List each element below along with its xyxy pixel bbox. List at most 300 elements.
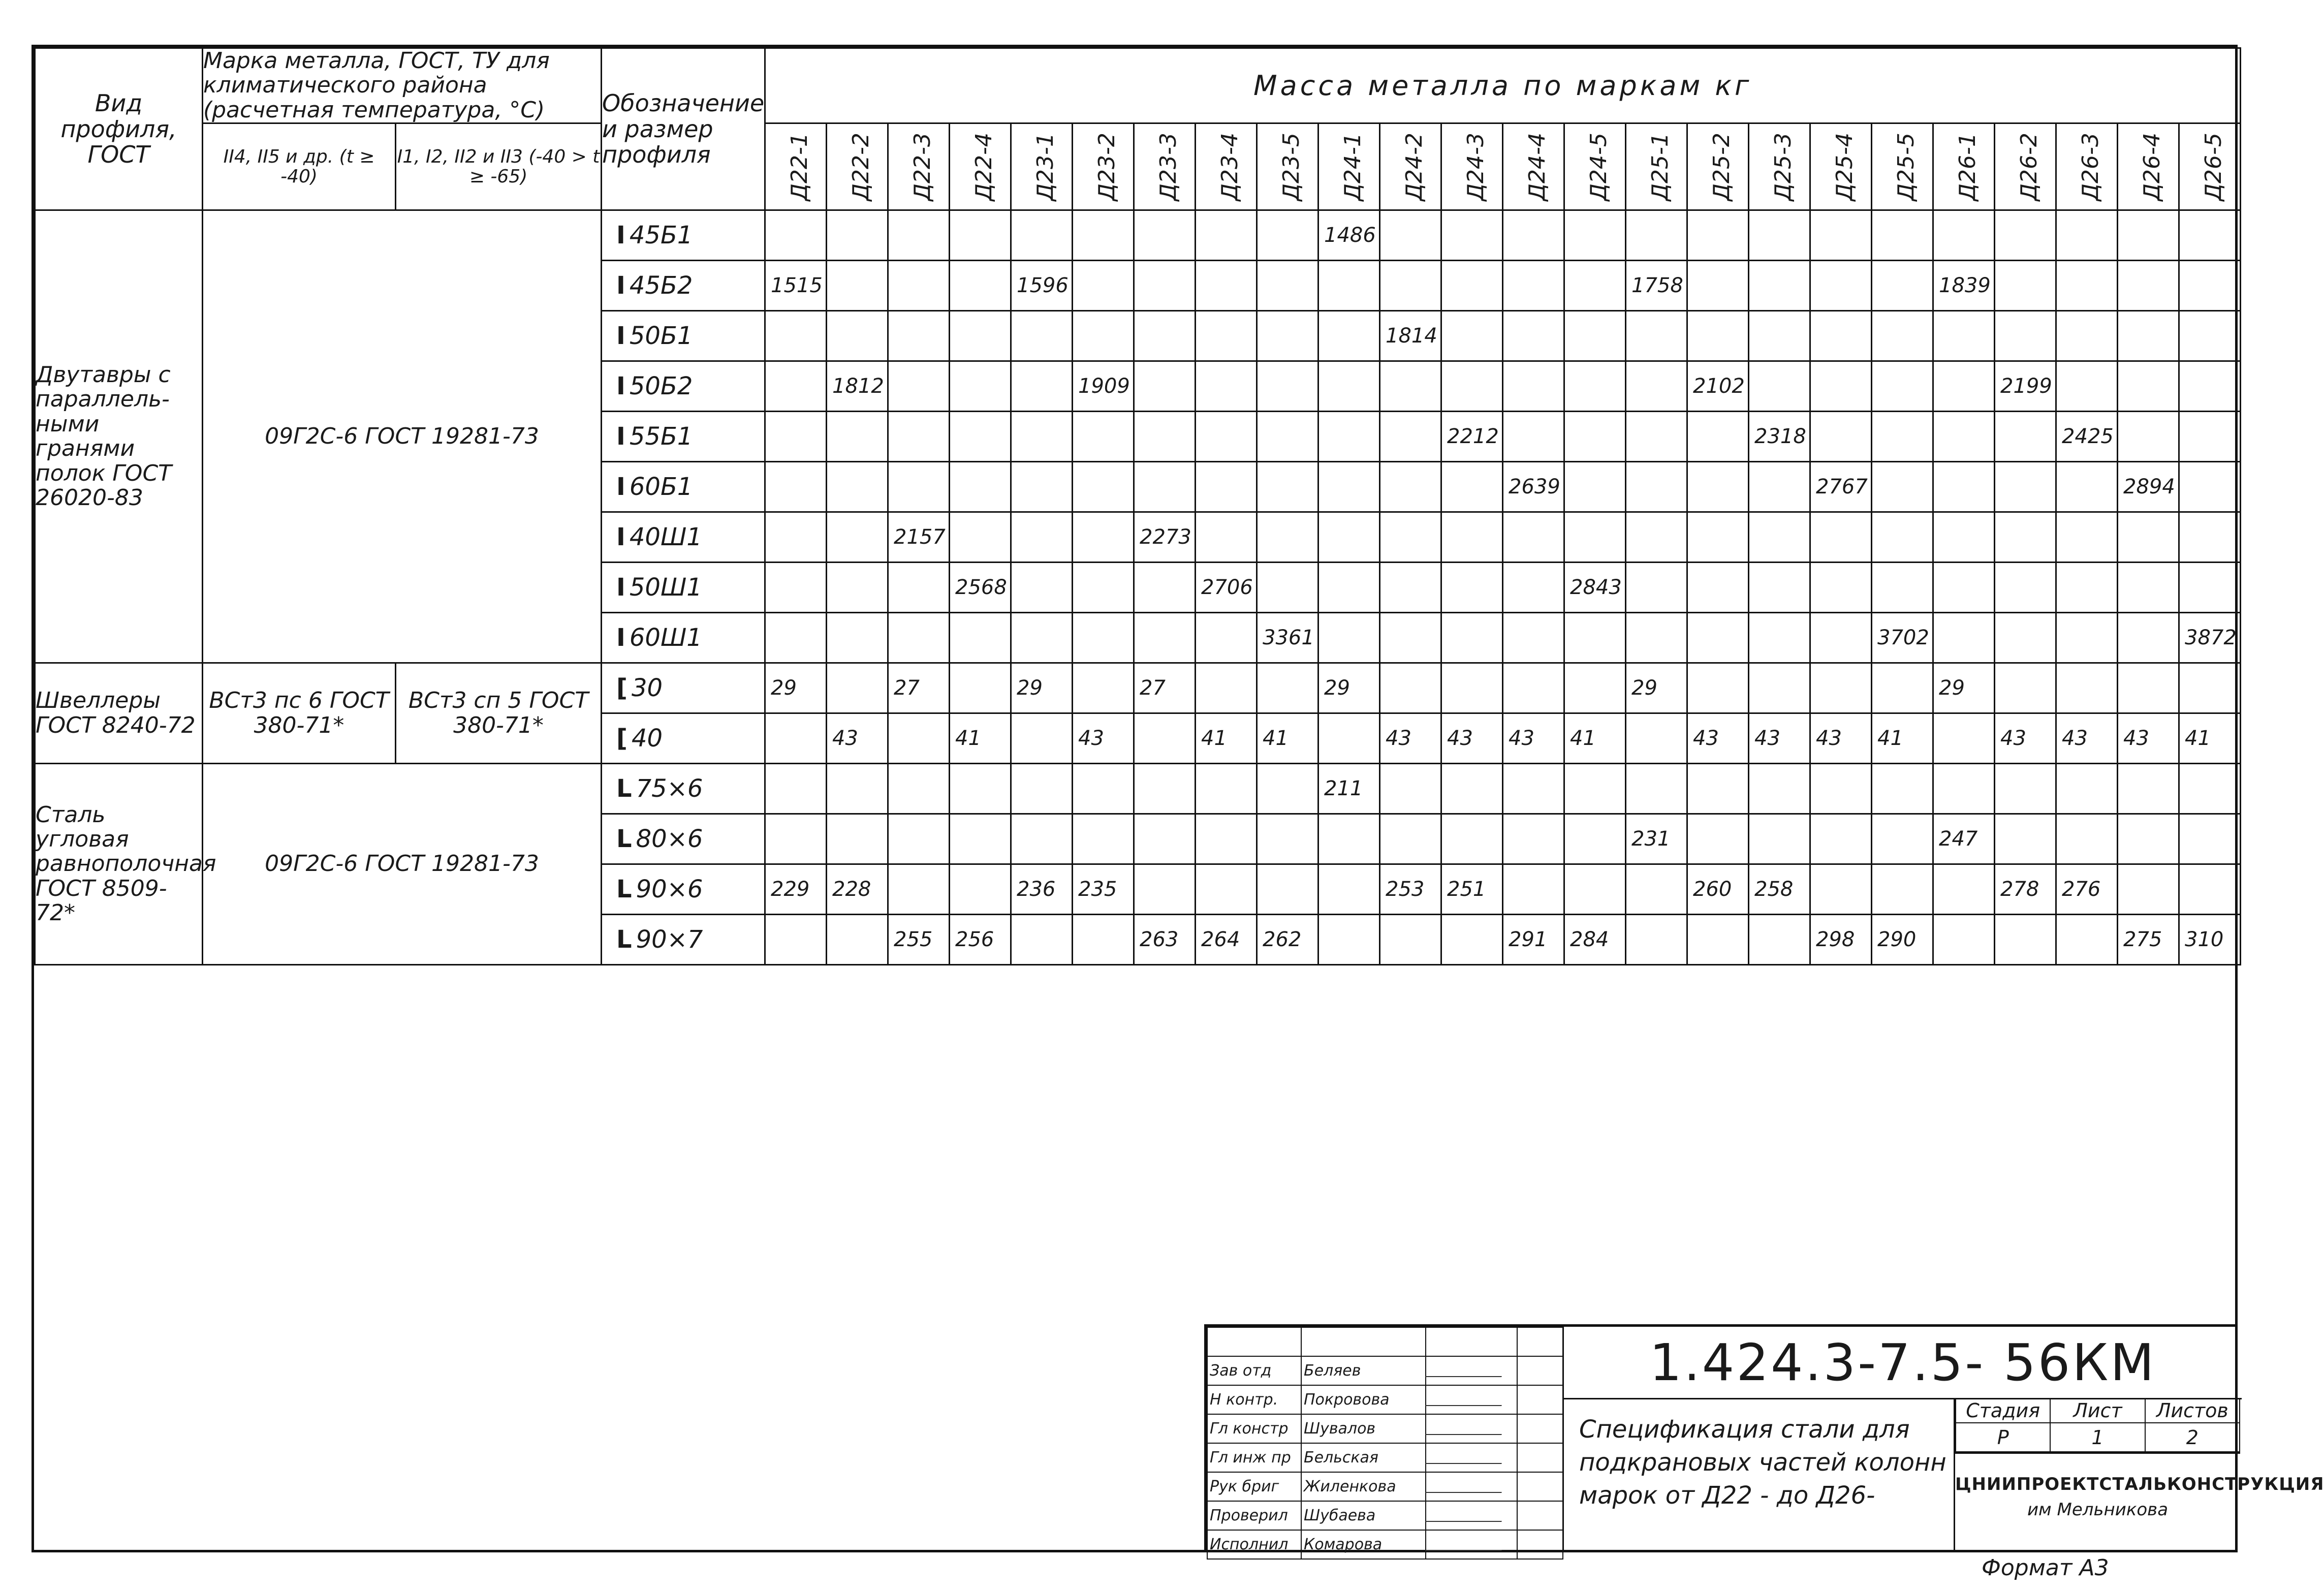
mass-cell (1933, 311, 1995, 361)
table-row (35, 210, 2241, 261)
mass-cell: 262 (1257, 915, 1318, 965)
mass-cell (1196, 663, 1257, 713)
mass-cell: 1758 (1626, 261, 1687, 311)
mass-cell (1626, 864, 1687, 915)
profile-designation (602, 864, 765, 915)
mass-cell (1626, 713, 1687, 764)
mass-cell (1318, 713, 1380, 764)
staff-row (1207, 1443, 1563, 1472)
profile-designation (602, 663, 765, 713)
mass-cell (2056, 613, 2118, 663)
mass-cell (1503, 864, 1564, 915)
mass-cell (1196, 864, 1257, 915)
mass-cell (950, 412, 1011, 462)
mass-cell (1318, 512, 1380, 563)
mass-cell (950, 311, 1011, 361)
mass-cell: 236 (1011, 864, 1073, 915)
mass-cell (1810, 563, 1872, 613)
mass-cell: 2894 (2118, 462, 2179, 512)
mass-cell: 1909 (1073, 361, 1134, 412)
mass-cell: 43 (2118, 713, 2179, 764)
mark-header: Д25-4 (1810, 123, 1872, 210)
mass-cell (1134, 563, 1196, 613)
mass-cell (1318, 613, 1380, 663)
mass-cell (1011, 915, 1073, 965)
mass-cell (1073, 210, 1134, 261)
mass-cell: 3872 (2179, 613, 2241, 663)
mass-cell: 2102 (1687, 361, 1749, 412)
mass-cell: 256 (950, 915, 1011, 965)
mass-cell (1872, 663, 1933, 713)
mass-cell (2118, 311, 2179, 361)
group-steel-b: ВСт3 сп 5 ГОСТ 380-71* (396, 663, 602, 764)
mass-cell: 1515 (765, 261, 827, 311)
staff-name: Покровова (1301, 1385, 1426, 1414)
mass-cell: 275 (2118, 915, 2179, 965)
mass-cell (1564, 261, 1626, 311)
mass-cell (1749, 764, 1810, 814)
mass-cell (888, 764, 950, 814)
signature (1426, 1414, 1517, 1443)
mass-cell (888, 713, 950, 764)
mass-cell: 2639 (1503, 462, 1564, 512)
mass-cell (1933, 764, 1995, 814)
mass-cell (1318, 563, 1380, 613)
mass-cell (1196, 412, 1257, 462)
mass-cell (1995, 512, 2056, 563)
mass-cell (1810, 814, 1872, 864)
mass-cell: 278 (1995, 864, 2056, 915)
mass-cell (765, 613, 827, 663)
profile-size: 45Б2 (629, 271, 693, 300)
mass-cell (950, 864, 1011, 915)
header-mass: Масса металла по маркам кг (765, 48, 2241, 123)
mass-cell (888, 311, 950, 361)
mass-cell (1503, 311, 1564, 361)
profile-designation (602, 814, 765, 864)
mass-cell (1503, 563, 1564, 613)
mark-header: Д25-5 (1872, 123, 1933, 210)
profile-size: 50Б2 (629, 371, 693, 400)
profile-designation (602, 412, 765, 462)
mark-header: Д26-2 (1995, 123, 2056, 210)
mass-cell: 43 (1503, 713, 1564, 764)
mass-cell (1749, 814, 1810, 864)
group-steel-a: ВСт3 пс 6 ГОСТ 380-71* (203, 663, 396, 764)
mass-cell (1441, 613, 1503, 663)
stage-label: Стадия (1956, 1398, 2050, 1423)
group-steel: 09Г2С-6 ГОСТ 19281-73 (203, 764, 602, 965)
mass-cell (2118, 412, 2179, 462)
mark-header: Д23-2 (1073, 123, 1134, 210)
mass-cell (765, 462, 827, 512)
mass-cell: 2843 (1564, 563, 1626, 613)
date-cell (1517, 1356, 1563, 1385)
mass-cell (1687, 311, 1749, 361)
mass-cell (2056, 210, 2118, 261)
mass-cell (1872, 462, 1933, 512)
mass-cell: 3361 (1257, 613, 1318, 663)
mark-header: Д24-5 (1564, 123, 1626, 210)
mass-cell (1872, 261, 1933, 311)
staff-row (1207, 1501, 1563, 1530)
mass-cell: 41 (2179, 713, 2241, 764)
mass-cell (1810, 613, 1872, 663)
mass-cell (1073, 311, 1134, 361)
mass-cell (1872, 864, 1933, 915)
mass-cell (888, 814, 950, 864)
table-row (35, 764, 2241, 814)
mass-cell (1196, 814, 1257, 864)
mass-cell (1380, 512, 1441, 563)
mass-cell (1134, 713, 1196, 764)
mass-cell (2179, 764, 2241, 814)
mass-cell (1380, 663, 1441, 713)
mass-cell: 29 (1626, 663, 1687, 713)
mass-cell: 276 (2056, 864, 2118, 915)
title-block (1204, 1324, 2324, 1553)
mark-header: Д24-1 (1318, 123, 1380, 210)
mark-header: Д22-4 (950, 123, 1011, 210)
mass-cell (2118, 764, 2179, 814)
profile-designation (602, 613, 765, 663)
profile-size: 90×6 (636, 875, 703, 903)
staff-role: Гл инж пр (1207, 1443, 1301, 1472)
mass-cell (765, 210, 827, 261)
profile-designation (602, 563, 765, 613)
mass-cell (1011, 412, 1073, 462)
mass-cell (1564, 361, 1626, 412)
mass-cell: 290 (1872, 915, 1933, 965)
mass-cell (1318, 462, 1380, 512)
mass-cell (2056, 663, 2118, 713)
mass-cell (1995, 663, 2056, 713)
mass-cell (1810, 864, 1872, 915)
mass-cell: 291 (1503, 915, 1564, 965)
mass-cell (765, 764, 827, 814)
sheets-value: 2 (2145, 1423, 2240, 1452)
mass-cell (827, 462, 888, 512)
profile-symbol-icon: I (616, 422, 625, 451)
mass-cell (950, 663, 1011, 713)
header-profile-type: Вид профиля, ГОСТ (35, 48, 203, 210)
mass-cell (1196, 462, 1257, 512)
mass-cell (1073, 663, 1134, 713)
profile-symbol-icon: I (616, 221, 625, 250)
mass-cell (1441, 764, 1503, 814)
mass-cell (827, 613, 888, 663)
signature (1426, 1472, 1517, 1501)
mass-cell (1380, 361, 1441, 412)
mass-cell (1749, 311, 1810, 361)
profile-designation (602, 764, 765, 814)
mass-cell (1626, 210, 1687, 261)
mass-cell: 247 (1933, 814, 1995, 864)
mass-cell (2179, 412, 2241, 462)
mass-cell (1380, 462, 1441, 512)
mass-cell (2118, 361, 2179, 412)
mass-cell (1196, 261, 1257, 311)
mass-cell (1872, 361, 1933, 412)
mass-cell (950, 210, 1011, 261)
mass-cell (1687, 613, 1749, 663)
mass-cell (1011, 210, 1073, 261)
header-steel-sub2: I1, I2, II2 и II3 (-40 > t ≥ -65) (396, 123, 602, 210)
mass-cell (1441, 462, 1503, 512)
mass-cell (1687, 764, 1749, 814)
mark-header: Д24-4 (1503, 123, 1564, 210)
mass-cell (888, 412, 950, 462)
profile-symbol-icon: [ (616, 673, 627, 702)
mass-cell (827, 210, 888, 261)
mass-cell: 43 (1380, 713, 1441, 764)
mass-cell (1073, 915, 1134, 965)
mass-cell (1011, 613, 1073, 663)
mass-cell: 29 (1933, 663, 1995, 713)
mass-cell (1810, 210, 1872, 261)
mass-cell (888, 462, 950, 512)
date-cell (1517, 1530, 1563, 1559)
mass-cell (1257, 311, 1318, 361)
mass-cell: 1814 (1380, 311, 1441, 361)
mass-cell (1626, 915, 1687, 965)
staff-row (1207, 1356, 1563, 1385)
signature (1426, 1385, 1517, 1414)
mass-cell (1503, 764, 1564, 814)
group-name: Двутавры с параллель-ными гранями полок ГОСТ 26020-83 (35, 210, 203, 663)
mass-cell: 310 (2179, 915, 2241, 965)
mass-cell (1134, 361, 1196, 412)
mass-cell (2056, 814, 2118, 864)
mass-cell (1749, 915, 1810, 965)
mass-cell (827, 814, 888, 864)
mass-cell (1626, 412, 1687, 462)
sheets-label: Листов (2145, 1398, 2240, 1423)
mass-cell (1257, 563, 1318, 613)
mass-cell (1011, 764, 1073, 814)
mark-header: Д25-3 (1749, 123, 1810, 210)
mass-cell (1872, 512, 1933, 563)
mass-cell (1872, 311, 1933, 361)
mark-header: Д26-3 (2056, 123, 2118, 210)
mass-cell: 2273 (1134, 512, 1196, 563)
mass-cell (1626, 361, 1687, 412)
mass-cell: 2157 (888, 512, 950, 563)
mass-cell: 27 (888, 663, 950, 713)
mass-cell: 253 (1380, 864, 1441, 915)
mass-cell (2179, 311, 2241, 361)
profile-symbol-icon: [ (616, 724, 627, 753)
mass-cell (2179, 261, 2241, 311)
mass-cell (1196, 512, 1257, 563)
mass-cell (1011, 713, 1073, 764)
mass-cell: 2767 (1810, 462, 1872, 512)
mass-cell (1380, 412, 1441, 462)
mass-cell (827, 412, 888, 462)
profile-size: 60Ш1 (629, 623, 702, 652)
format-label: Формат А3 (1982, 1555, 2109, 1581)
mass-cell (1564, 462, 1626, 512)
mass-cell (1749, 613, 1810, 663)
profile-symbol-icon: I (616, 371, 625, 400)
profile-symbol-icon: I (616, 321, 625, 350)
mass-cell (1933, 361, 1995, 412)
mass-cell (1318, 864, 1380, 915)
mass-cell: 2199 (1995, 361, 2056, 412)
mass-cell (1995, 613, 2056, 663)
document-code: 1.424.3-7.5- 56КМ (1562, 1327, 2242, 1399)
stage-box (1954, 1398, 2240, 1454)
mass-cell (827, 663, 888, 713)
mass-cell (1872, 764, 1933, 814)
staff-name: Шувалов (1301, 1414, 1426, 1443)
date-cell (1517, 1472, 1563, 1501)
mass-cell (1687, 814, 1749, 864)
mass-cell (1749, 210, 1810, 261)
mass-cell: 27 (1134, 663, 1196, 713)
mass-cell (2179, 361, 2241, 412)
mass-cell (1257, 361, 1318, 412)
mass-cell: 1839 (1933, 261, 1995, 311)
mass-cell (1011, 563, 1073, 613)
mass-cell (765, 915, 827, 965)
mass-cell (888, 361, 950, 412)
mass-cell (1134, 210, 1196, 261)
mass-cell (1134, 261, 1196, 311)
mass-cell (1933, 412, 1995, 462)
mark-header: Д26-5 (2179, 123, 2241, 210)
staff-row (1207, 1472, 1563, 1501)
mass-cell (1995, 563, 2056, 613)
mark-header: Д22-3 (888, 123, 950, 210)
mass-cell (1196, 311, 1257, 361)
mass-cell (1196, 210, 1257, 261)
mass-cell (1073, 563, 1134, 613)
mass-cell (1749, 663, 1810, 713)
mass-cell (765, 361, 827, 412)
mass-cell: 43 (2056, 713, 2118, 764)
mass-cell (1318, 915, 1380, 965)
profile-symbol-icon: I (616, 522, 625, 551)
profile-size: 45Б1 (629, 221, 693, 250)
mass-cell (1564, 663, 1626, 713)
profile-size: 80×6 (636, 824, 703, 853)
mass-cell (2179, 563, 2241, 613)
date-cell (1517, 1501, 1563, 1530)
mass-cell (1318, 311, 1380, 361)
group-steel: 09Г2С-6 ГОСТ 19281-73 (203, 210, 602, 663)
mass-cell (1872, 563, 1933, 613)
mass-cell (1380, 563, 1441, 613)
signature-icon (1425, 1448, 1508, 1464)
signature-icon (1425, 1506, 1508, 1522)
mass-cell (1749, 462, 1810, 512)
mass-cell (827, 563, 888, 613)
mass-cell (950, 361, 1011, 412)
staff-name: Комарова (1301, 1530, 1426, 1559)
mass-cell (950, 462, 1011, 512)
mass-cell (1011, 311, 1073, 361)
mass-cell (1687, 915, 1749, 965)
mass-cell (827, 512, 888, 563)
mass-cell (1196, 361, 1257, 412)
mass-cell (1933, 915, 1995, 965)
mass-cell (2056, 563, 2118, 613)
signature-icon (1425, 1477, 1508, 1493)
profile-designation (602, 462, 765, 512)
mass-cell: 258 (1749, 864, 1810, 915)
mass-cell (1872, 814, 1933, 864)
mass-cell (1626, 764, 1687, 814)
profile-symbol-icon: I (616, 271, 625, 300)
profile-designation (602, 361, 765, 412)
mass-cell (1011, 512, 1073, 563)
profile-symbol-icon: I (616, 623, 625, 652)
mark-header: Д26-1 (1933, 123, 1995, 210)
header-steel-sub1: II4, II5 и др. (t ≥ -40) (203, 123, 396, 210)
staff-name: Бельская (1301, 1443, 1426, 1472)
mass-cell (1933, 713, 1995, 764)
mass-cell (765, 512, 827, 563)
mass-cell (1257, 412, 1318, 462)
profile-symbol-icon: L (616, 925, 632, 954)
mass-cell (1441, 311, 1503, 361)
staff-name: Беляев (1301, 1356, 1426, 1385)
mass-cell (1257, 764, 1318, 814)
mass-cell (1564, 512, 1626, 563)
mass-cell (1687, 210, 1749, 261)
mass-cell (2179, 512, 2241, 563)
mass-cell (1810, 412, 1872, 462)
mass-cell: 229 (765, 864, 827, 915)
mass-cell: 43 (1441, 713, 1503, 764)
profile-size: 40Ш1 (629, 522, 702, 551)
mass-cell: 284 (1564, 915, 1626, 965)
mass-cell: 298 (1810, 915, 1872, 965)
mass-cell (1257, 814, 1318, 864)
mass-cell (1134, 814, 1196, 864)
mass-cell (2056, 361, 2118, 412)
mass-cell (1380, 613, 1441, 663)
mass-cell (1441, 563, 1503, 613)
mass-cell (1380, 210, 1441, 261)
mass-cell (1687, 412, 1749, 462)
staff-role: Проверил (1207, 1501, 1301, 1530)
mass-cell (1073, 764, 1134, 814)
profile-size: 75×6 (636, 774, 703, 803)
profile-size: 30 (631, 673, 663, 702)
profile-size: 50Б1 (629, 321, 693, 350)
mass-cell (1810, 663, 1872, 713)
mass-cell (1011, 462, 1073, 512)
mass-cell (1749, 512, 1810, 563)
mass-cell (1441, 361, 1503, 412)
sheet-label: Лист (2050, 1398, 2145, 1423)
mark-header: Д22-2 (827, 123, 888, 210)
mass-cell (1933, 512, 1995, 563)
mass-cell (1687, 261, 1749, 311)
signature (1426, 1356, 1517, 1385)
mass-cell (1380, 261, 1441, 311)
mass-cell (2179, 663, 2241, 713)
mass-cell (1933, 563, 1995, 613)
staff-role: Н контр. (1207, 1385, 1301, 1414)
mark-header: Д23-3 (1134, 123, 1196, 210)
profile-designation (602, 210, 765, 261)
mass-cell (1872, 210, 1933, 261)
profile-designation (602, 311, 765, 361)
mass-cell: 251 (1441, 864, 1503, 915)
